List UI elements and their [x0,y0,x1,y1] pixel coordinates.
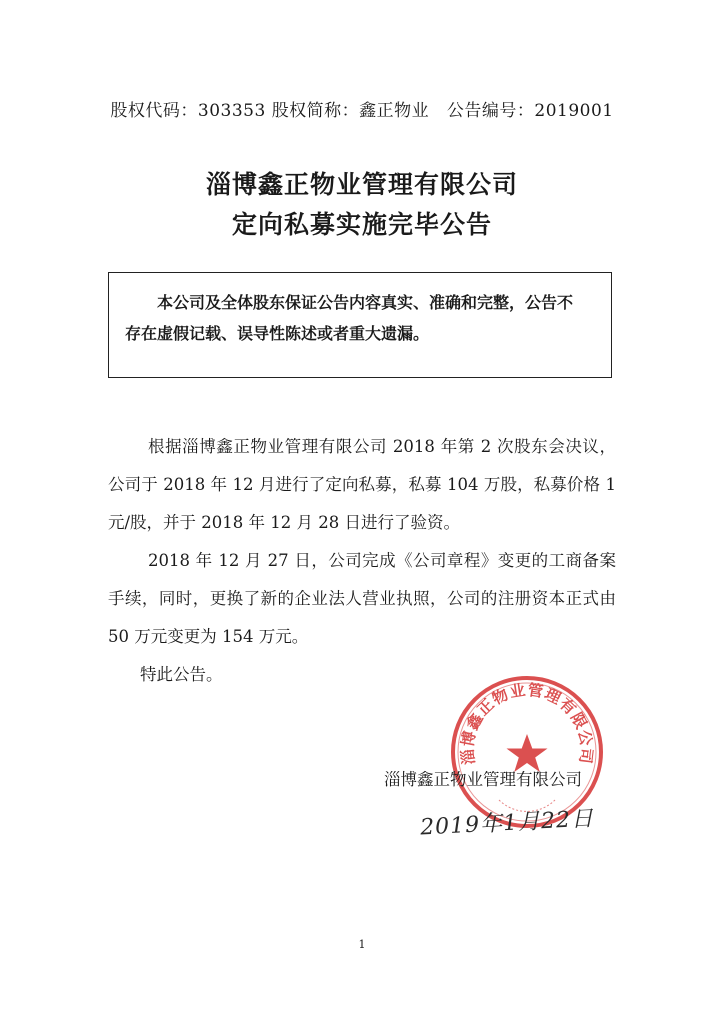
body-paragraph-2: 2018 年 12 月 27 日，公司完成《公司章程》变更的工商备案手续，同时，更换了新的企业法人营业执照，公司的注册资本正式由 50 万元变更为 154 万元。 [108,551,616,646]
signature-company: 淄博鑫正物业管理有限公司 [384,770,582,789]
announcement-title: 定向私募实施完毕公告 [231,210,492,239]
disclaimer-line-1: 本公司及全体股东保证公告内容真实、准确和完整，公告不 [157,293,574,312]
body-paragraph-1: 根据淄博鑫正物业管理有限公司 2018 年第 2 次股东会决议，公司于 2018 年 12 月进行了定向私募，私募 104 万股，私募价格 1 元/股，并于 2018 年 12 月 28 日进行了验资。 [108,437,616,532]
company-title: 淄博鑫正物业管理有限公司 [205,170,518,199]
disclaimer-box [108,272,612,378]
stock-code: 股权代码：303353 [110,101,266,121]
announcement-number: 公告编号：2019001 [446,101,614,121]
document-header [0,96,724,121]
signature-date: 2019年1月22日 [419,806,595,841]
stock-name: 股权简称：鑫正物业 [271,101,430,121]
closing-remark: 特此公告。 [140,665,223,684]
page-number: 1 [358,938,366,951]
announcement-body [108,428,616,694]
seal-text: 淄博鑫正物业管理有限公司 [458,680,596,766]
disclaimer-line-2: 存在虚假记载、误导性陈述或者重大遗漏。 [125,324,430,343]
